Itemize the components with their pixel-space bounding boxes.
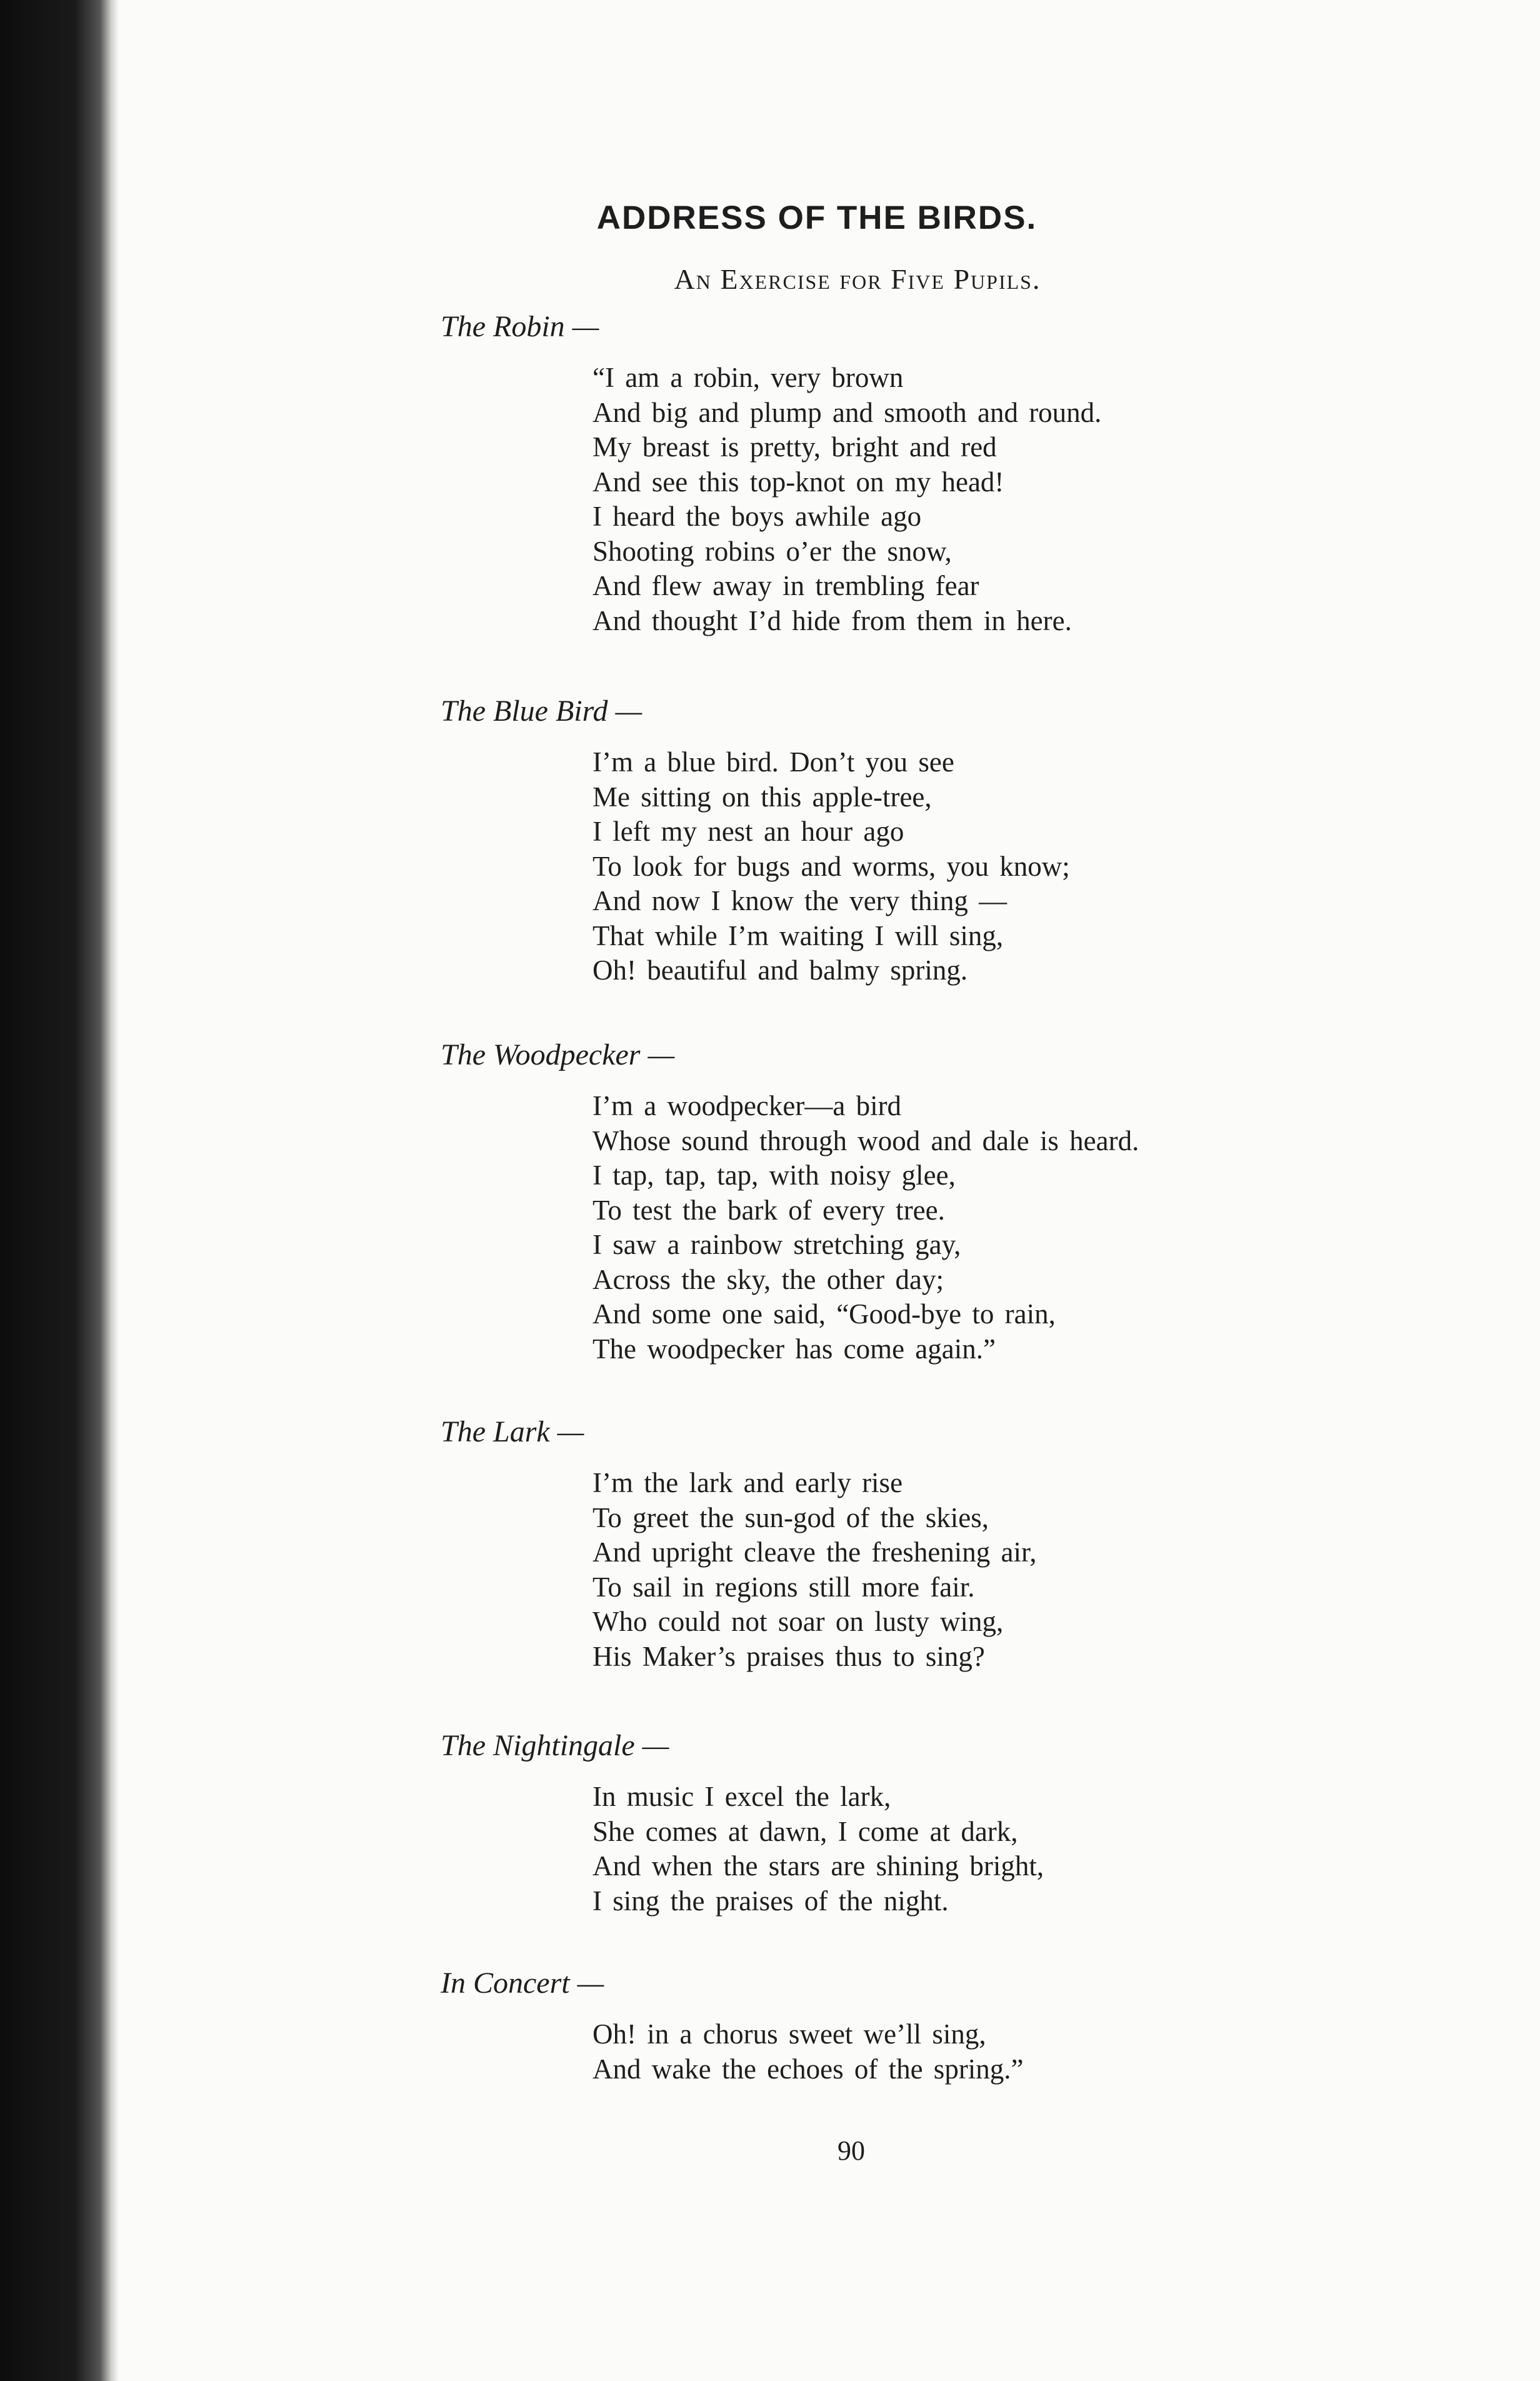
verse-line: To greet the sun-god of the skies, [592,1501,989,1533]
verse-lines [592,361,1101,638]
speaker-label: The Robin — [441,310,599,343]
verse-line: To sail in regions still more fair. [592,1571,975,1603]
verse-line: And when the stars are shining bright, [592,1850,1044,1882]
verse-line: Oh! beautiful and balmy spring. [592,955,968,986]
verse-line: His Maker’s praises thus to sing? [592,1640,985,1672]
verse-line: Oh! in a chorus sweet we’ll sing, [592,2018,986,2050]
verse-line: And upright cleave the freshening air, [592,1536,1037,1568]
verse-line: Who could not soar on lusty wing, [592,1606,1004,1637]
verse-line: To look for bugs and worms, you know; [592,850,1070,882]
verse-line: And now I know the very thing — [592,885,1008,916]
verse-line: My breast is pretty, bright and red [592,431,997,463]
page-title: ADDRESS OF THE BIRDS. [596,199,1038,236]
verse-lines [592,1466,1036,1674]
page-spine-shadow [0,0,119,2381]
verse-line: In music I excel the lark, [592,1781,891,1812]
verse-line: I’m the lark and early rise [592,1467,903,1498]
speaker-label: In Concert — [441,1967,604,2000]
verse-line: I heard the boys awhile ago [592,501,922,532]
verse-line: Me sitting on this apple-tree, [592,781,932,813]
page-subtitle: An Exercise for Five Pupils. [674,263,1041,295]
verse-line: She comes at dawn, I come at dark, [592,1815,1018,1847]
page-number: 90 [838,2135,865,2166]
verse-lines [592,2017,1024,2087]
verse-lines [592,1780,1044,1918]
verse-line: I saw a rainbow stretching gay, [592,1229,961,1260]
verse-line: The woodpecker has come again.” [592,1333,996,1365]
verse-line: I’m a woodpecker—a bird [592,1090,902,1121]
verse-line: Whose sound through wood and dale is heard. [592,1125,1139,1156]
verse-line: Across the sky, the other day; [592,1263,944,1295]
verse-line: I left my nest an hour ago [592,816,904,847]
verse-lines [592,745,1070,988]
verse-line: I tap, tap, tap, with noisy glee, [592,1160,956,1191]
verse-line: And wake the echoes of the spring.” [592,2053,1024,2085]
speaker-label: The Woodpecker — [441,1038,675,1071]
verse-line: And big and plump and smooth and round. [592,396,1102,428]
verse-line: That while I’m waiting I will sing, [592,920,1004,951]
speaker-label: The Nightingale — [441,1729,669,1762]
verse-line: To test the bark of every tree. [592,1194,945,1226]
verse-lines [592,1089,1139,1366]
verse-line: Shooting robins o’er the snow, [592,535,952,567]
verse-line: And thought I’d hide from them in here. [592,604,1072,636]
verse-line: And see this top-knot on my head! [592,466,1004,498]
verse-line: And flew away in trembling fear [592,570,979,601]
verse-line: And some one said, “Good-bye to rain, [592,1298,1056,1330]
speaker-label: The Blue Bird — [441,694,642,728]
verse-line: I’m a blue bird. Don’t you see [592,746,954,778]
speaker-label: The Lark — [441,1415,584,1448]
verse-line: I sing the praises of the night. [592,1885,949,1917]
verse-line: “I am a robin, very brown [592,362,904,393]
